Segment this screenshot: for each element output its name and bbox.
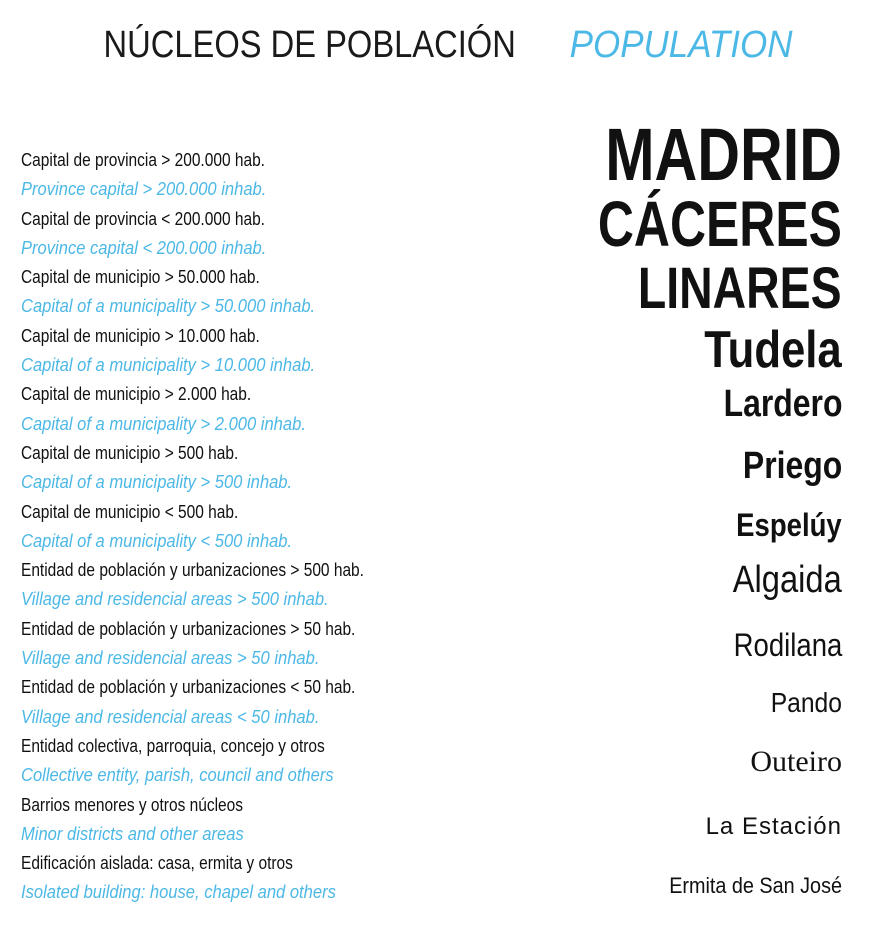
title-spanish: NÚCLEOS DE POBLACIÓN [103, 24, 516, 66]
legend-label-en: Province capital < 200.000 inhab. [21, 237, 267, 258]
legend-label-es: Edificación aislada: casa, ermita y otros [21, 853, 293, 874]
sample-municipality-2000: Lardero [723, 383, 842, 425]
title-english: POPULATION [569, 24, 793, 66]
legend-item [21, 673, 420, 732]
legend-item [21, 615, 420, 674]
legend-label-es: Capital de municipio > 500 hab. [21, 442, 239, 463]
legend-label-es: Entidad colectiva, parroquia, concejo y otros [21, 735, 325, 756]
legend-item [21, 322, 420, 381]
sample-municipality-500: Priego [742, 445, 842, 487]
sample-municipality-50000: LINARES [638, 256, 842, 321]
legend-label-es: Barrios menores y otros núcleos [21, 794, 243, 815]
legend-label-en: Capital of a municipality > 500 inhab. [21, 472, 293, 493]
sample-isolated-building: Ermita de San José [669, 873, 842, 898]
legend-item [21, 498, 420, 557]
legend-item [21, 732, 420, 791]
legend-item [21, 380, 420, 439]
legend-item [21, 146, 420, 205]
legend-label-en: Village and residencial areas > 500 inhab. [21, 589, 329, 610]
legend-label-es: Entidad de población y urbanizaciones > 500 hab. [21, 560, 364, 581]
legend-label-en: Collective entity, parish, council and others [21, 765, 334, 786]
legend-label-en: Capital of a municipality > 10.000 inhab. [21, 355, 316, 376]
legend-list [21, 146, 420, 908]
legend-item [21, 556, 420, 615]
typeface-samples [422, 0, 842, 928]
legend-label-es: Capital de provincia < 200.000 hab. [21, 208, 265, 229]
legend-label-es: Entidad de población y urbanizaciones < 50 hab. [21, 677, 356, 698]
legend-label-en: Isolated building: house, chapel and others [21, 882, 336, 903]
legend-label-en: Village and residencial areas > 50 inhab. [21, 648, 320, 669]
legend-item [21, 439, 420, 498]
legend-label-es: Entidad de población y urbanizaciones > 50 hab. [21, 618, 356, 639]
legend-label-es: Capital de municipio < 500 hab. [21, 501, 239, 522]
legend-item [21, 205, 420, 264]
legend-label-es: Capital de municipio > 10.000 hab. [21, 325, 260, 346]
legend-item [21, 263, 420, 322]
sample-municipality-under-500: Espelúy [736, 507, 842, 543]
sample-collective-entity: Outeiro [750, 745, 842, 778]
legend-label-es: Capital de municipio > 50.000 hab. [21, 267, 260, 288]
sample-province-capital-small: CÁCERES [597, 188, 842, 260]
sample-village-500: Algaida [732, 559, 842, 601]
sample-minor-district: La Estación [705, 813, 842, 840]
sample-village-under-50: Pando [770, 687, 842, 718]
legend-label-en: Capital of a municipality > 2.000 inhab. [21, 413, 306, 434]
sample-province-capital-large: MADRID [605, 113, 842, 196]
sample-municipality-10000: Tudela [704, 321, 842, 379]
sample-village-50: Rodilana [733, 627, 842, 663]
legend-label-es: Capital de municipio > 2.000 hab. [21, 384, 252, 405]
legend-label-en: Capital of a municipality < 500 inhab. [21, 530, 293, 551]
legend-label-en: Capital of a municipality > 50.000 inhab. [21, 296, 316, 317]
legend-label-en: Minor districts and other areas [21, 823, 244, 844]
legend-label-es: Capital de provincia > 200.000 hab. [21, 150, 265, 170]
legend-item [21, 849, 420, 908]
legend-label-en: Village and residencial areas < 50 inhab. [21, 706, 320, 727]
legend-label-en: Province capital > 200.000 inhab. [21, 179, 267, 200]
legend-item [21, 791, 420, 850]
